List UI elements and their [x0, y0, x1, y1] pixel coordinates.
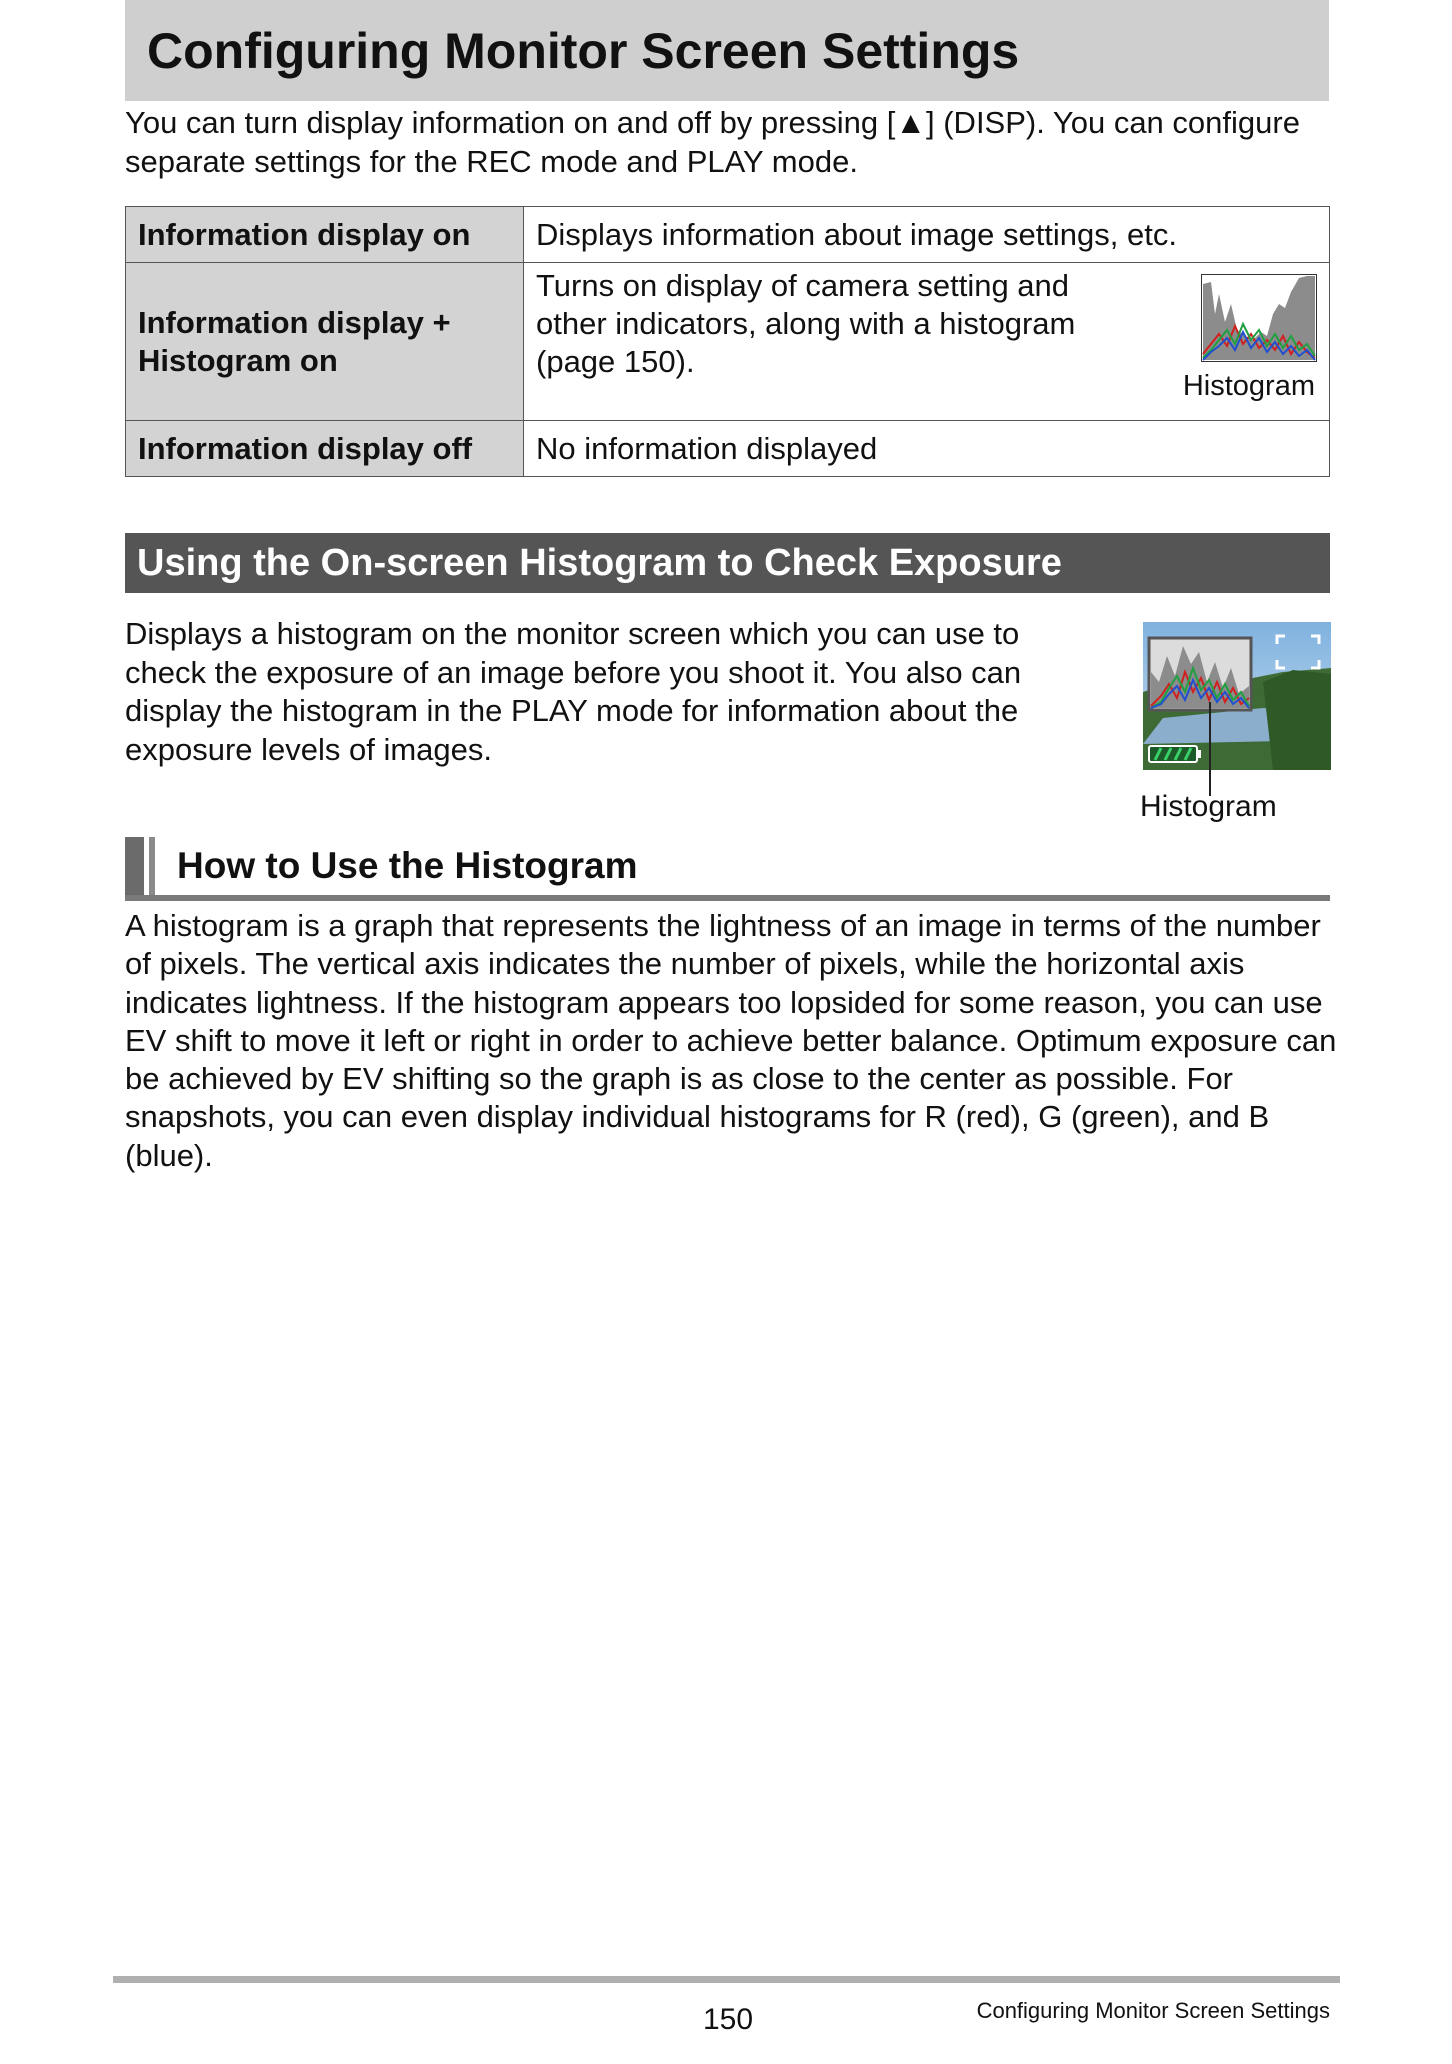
- table-label-cell: Information display off: [126, 421, 524, 477]
- camera-screen-illustration: [1143, 622, 1331, 770]
- table-label-cell: Information display on: [126, 207, 524, 263]
- histogram-row-description: Turns on display of camera setting and other indicators, along with a histogram (page 150).: [536, 268, 1076, 379]
- footer-divider: [113, 1976, 1340, 1983]
- histogram-figure-label: Histogram: [1182, 370, 1315, 402]
- section-banner: [125, 533, 1330, 593]
- table-description-cell: [524, 263, 1330, 421]
- heading-accent-bar: [149, 837, 155, 895]
- subsection-heading: [125, 837, 1330, 901]
- table-description-cell: Displays information about image settings, etc.: [524, 207, 1330, 263]
- subsection-title: How to Use the Histogram: [177, 845, 638, 886]
- intro-paragraph: You can turn display information on and off by pressing [▲] (DISP). You can configure separate settings for the REC mode and PLAY mode.: [125, 105, 1300, 179]
- page-title: Configuring Monitor Screen Settings: [147, 23, 1020, 79]
- camera-figure-label: Histogram: [1140, 790, 1277, 823]
- section-title: Using the On-screen Histogram to Check Exposure: [137, 542, 1062, 584]
- subsection-paragraph: A histogram is a graph that represents the lightness of an image in terms of the number of pixels. The vertical axis indicates the number of pixels, while the horizontal axis indicates lightness. If the histogram appears too lopsided for some reason, you can use EV shift to move it left or right in order to achieve better balance. Optimum exposure can be achieved by EV shifting so the graph is as close to the center as possible. For snapshots, you can even display individual histograms for R (red), G (green), and B (blue).: [125, 908, 1337, 1173]
- table-row: [126, 207, 1330, 263]
- table-row: [126, 263, 1330, 421]
- table-description-cell: No information displayed: [524, 421, 1330, 477]
- page-number: 150: [702, 2003, 754, 2036]
- table-row: [126, 421, 1330, 477]
- callout-line: [1209, 702, 1211, 796]
- table-label-cell: Information display + Histogram on: [126, 263, 524, 421]
- heading-accent-bar: [125, 837, 144, 895]
- footer-title: Configuring Monitor Screen Settings: [976, 1998, 1330, 2023]
- page-header: [125, 0, 1329, 101]
- section-paragraph: Displays a histogram on the monitor screen which you can use to check the exposure of an image before you shoot it. You also can display the histogram in the PLAY mode for information about the exposure levels of images.: [125, 616, 1022, 767]
- display-settings-table: [125, 206, 1330, 477]
- histogram-thumbnail-icon: [1201, 274, 1317, 362]
